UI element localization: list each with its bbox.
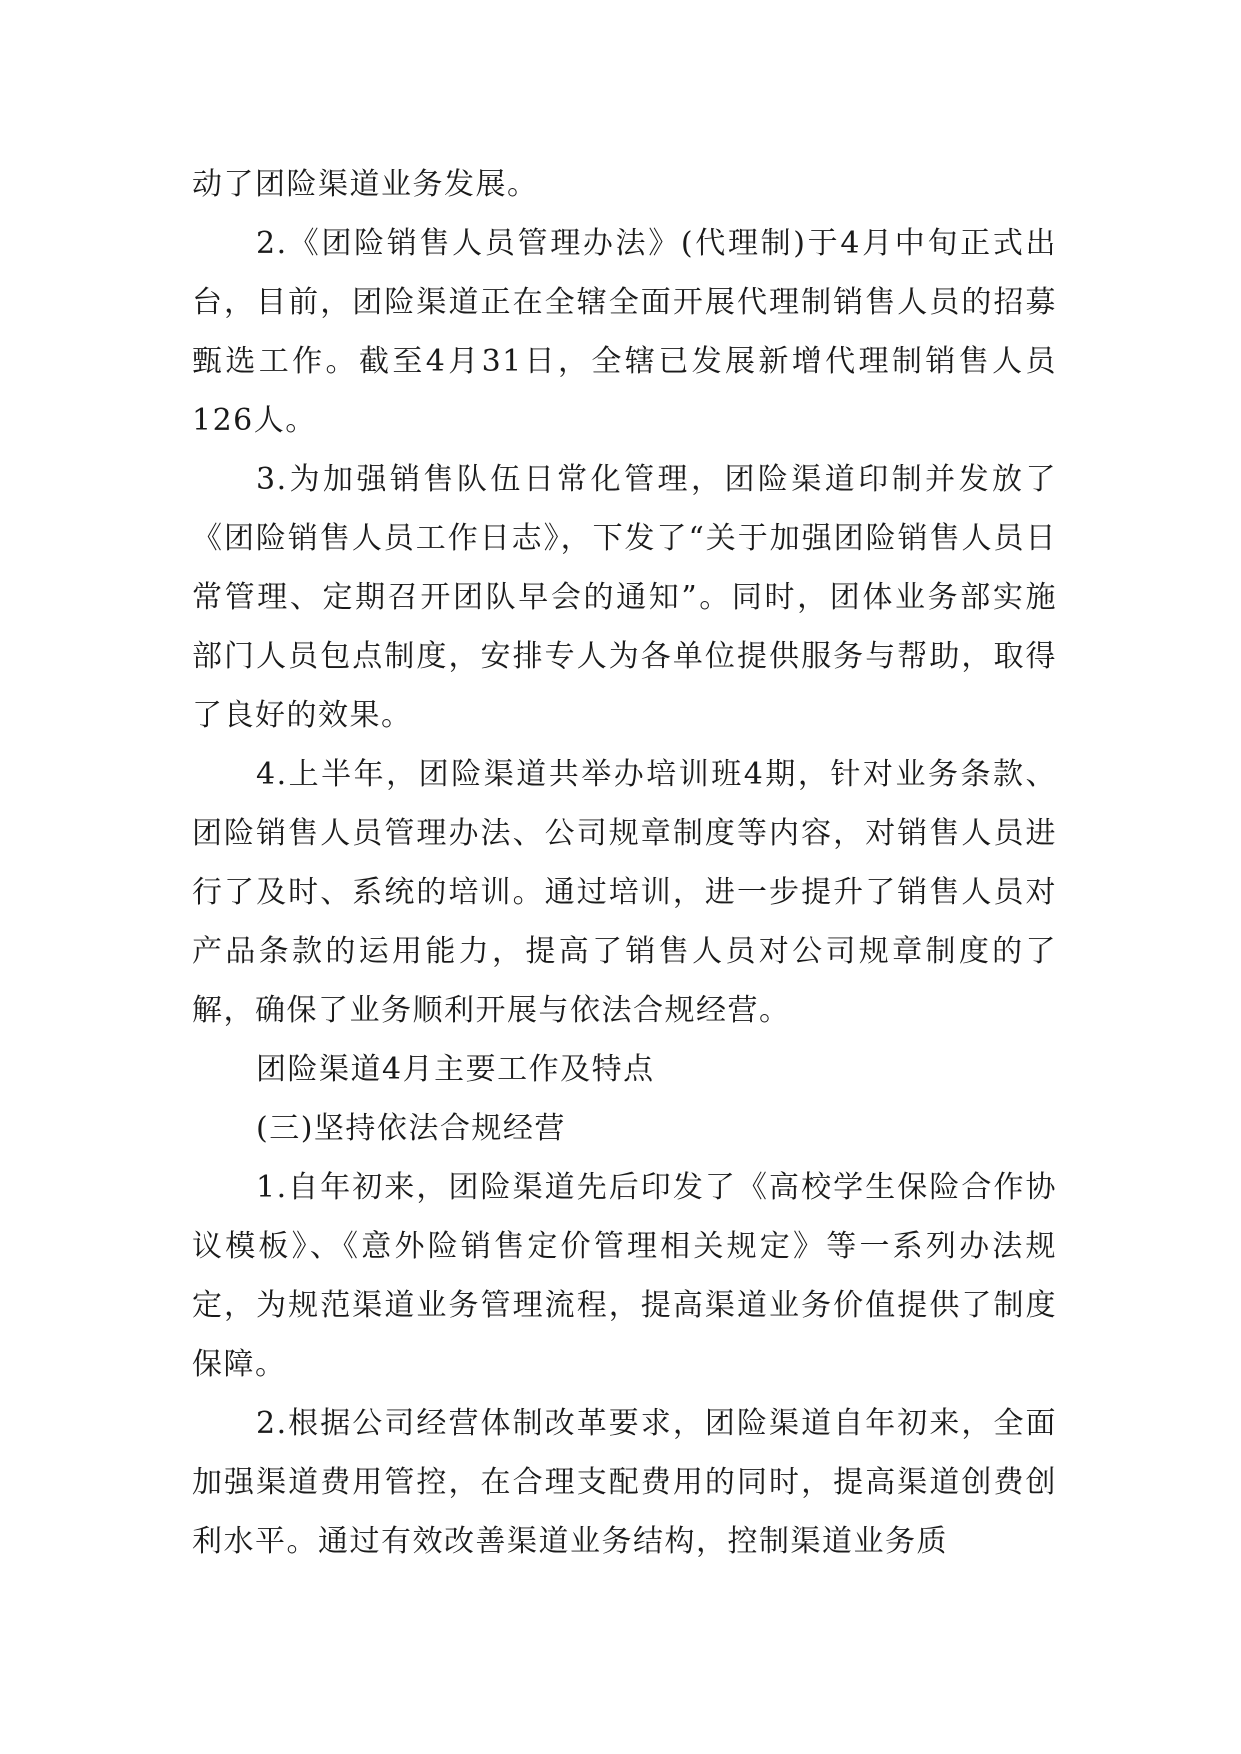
section-heading-compliance: (三)坚持依法合规经营 — [256, 1111, 566, 1146]
paragraph-item-2-cost-control: 2.根据公司经营体制改革要求，团险渠道自年初来，全面加强渠道费用管控，在合理支配费用的同时，提高渠道创费创利水平。通过有效改善渠道业务结构，控制渠道业务质 — [192, 1406, 1057, 1559]
document-body — [192, 155, 1057, 1571]
paragraph-item-4-training: 4.上半年，团险渠道共举办培训班4期，针对业务条款、团险销售人员管理办法、公司规章制度等内容，对销售人员进行了及时、系统的培训。通过培训，进一步提升了销售人员对产品条款的运用能力，提高了销售人员对公司规章制度的了解，确保了业务顺利开展与依法合规经营。 — [192, 757, 1057, 1028]
paragraph-item-2-sales-management: 2.《团险销售人员管理办法》(代理制)于4月中旬正式出台，目前，团险渠道正在全辖全面开展代理制销售人员的招募甄选工作。截至4月31日，全辖已发展新增代理制销售人员126人。 — [192, 226, 1057, 438]
paragraph-continuation: 动了团险渠道业务发展。 — [192, 167, 539, 202]
section-heading-april-work: 团险渠道4月主要工作及特点 — [256, 1052, 655, 1087]
paragraph-item-3-team-management: 3.为加强销售队伍日常化管理，团险渠道印制并发放了《团险销售人员工作日志》，下发了“关于加强团险销售人员日常管理、定期召开团队早会的通知”。同时，团体业务部实施部门人员包点制度，安排专人为各单位提供服务与帮助，取得了良好的效果。 — [192, 462, 1057, 733]
paragraph-item-1-regulations: 1.自年初来，团险渠道先后印发了《高校学生保险合作协议模板》、《意外险销售定价管理相关规定》等一系列办法规定，为规范渠道业务管理流程，提高渠道业务价值提供了制度保障。 — [192, 1170, 1057, 1382]
